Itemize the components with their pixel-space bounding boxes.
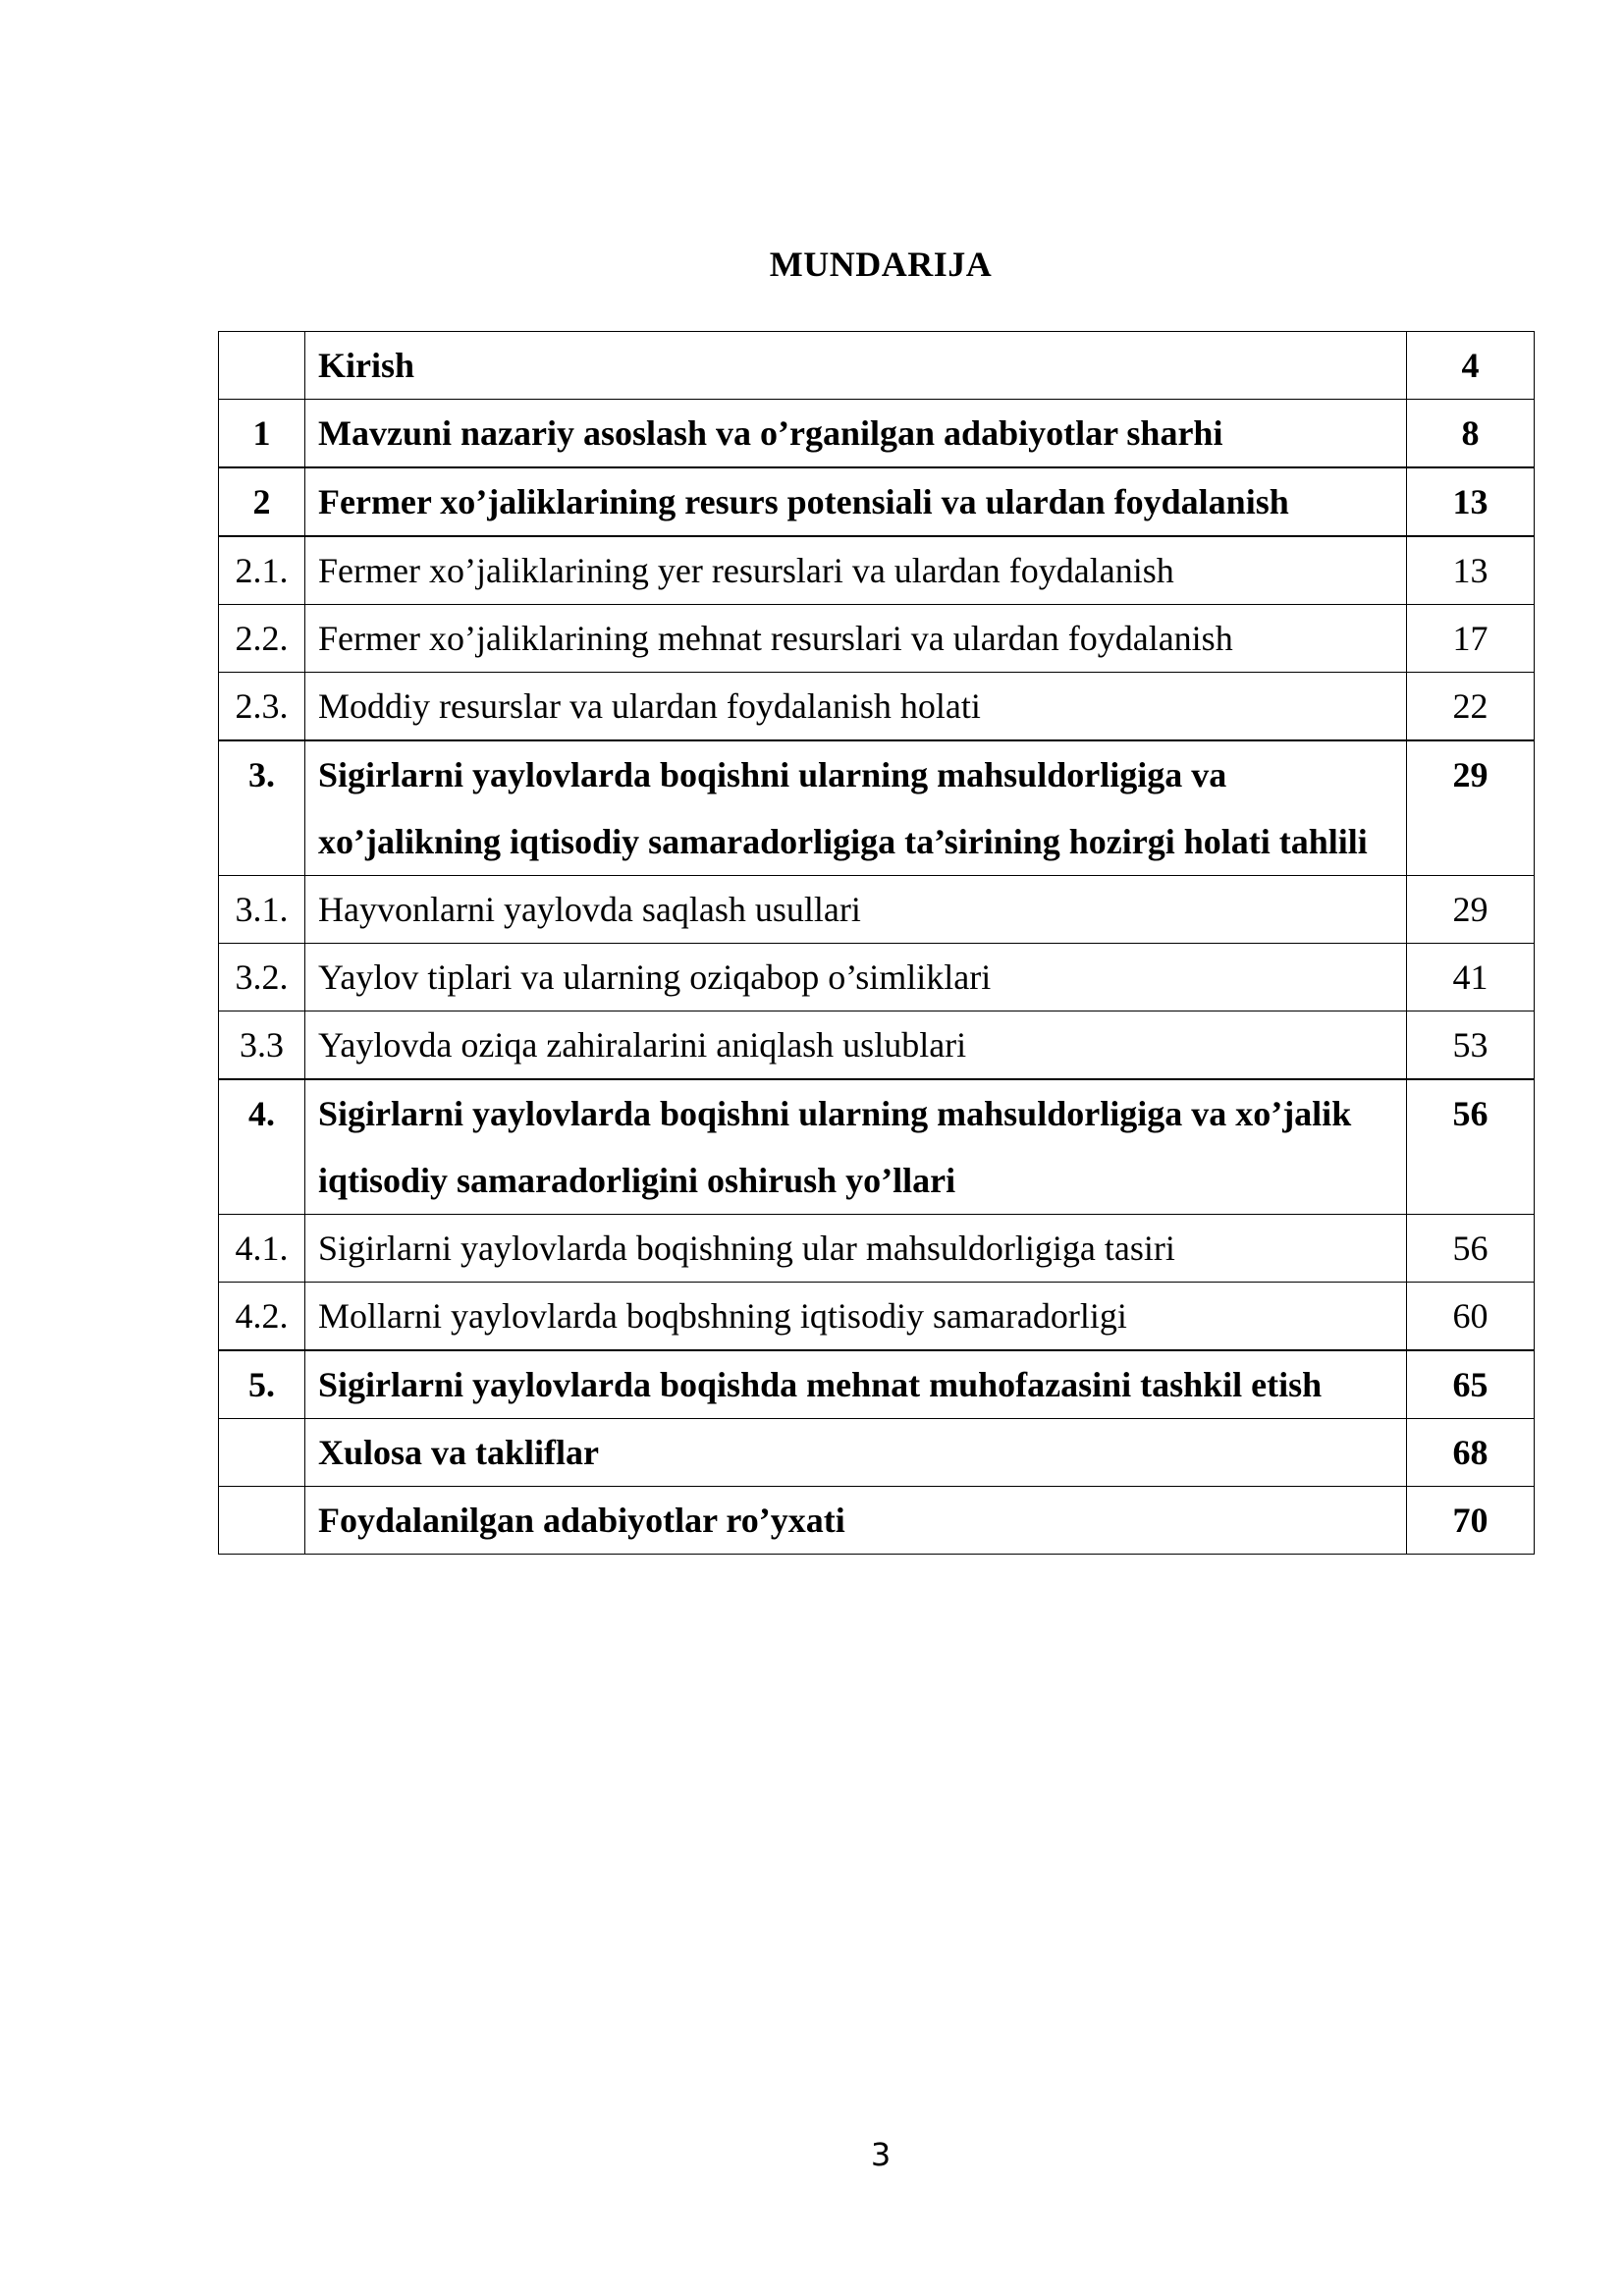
toc-page-number: 8 <box>1407 400 1535 468</box>
toc-page-number: 70 <box>1407 1487 1535 1555</box>
toc-page-number: 68 <box>1407 1419 1535 1487</box>
toc-section-number: 3. <box>219 740 305 876</box>
toc-row <box>219 536 1535 605</box>
toc-page-number: 56 <box>1407 1079 1535 1215</box>
toc-section-title: Fermer xo’jaliklarining resurs potensiali va ulardan foydalanish <box>305 467 1407 536</box>
toc-section-title: Yaylovda oziqa zahiralarini aniqlash uslublari <box>305 1011 1407 1080</box>
toc-page-number: 22 <box>1407 673 1535 741</box>
toc-section-number: 4. <box>219 1079 305 1215</box>
toc-section-title: Sigirlarni yaylovlarda boqishda mehnat muhofazasini tashkil etish <box>305 1350 1407 1419</box>
toc-section-number: 2.1. <box>219 536 305 605</box>
toc-section-number: 4.1. <box>219 1215 305 1283</box>
toc-section-title: Xulosa va takliflar <box>305 1419 1407 1487</box>
toc-section-number: 2 <box>219 467 305 536</box>
toc-page-number: 29 <box>1407 740 1535 876</box>
toc-section-title: Mollarni yaylovlarda boqbshning iqtisodiy samaradorligi <box>305 1283 1407 1351</box>
toc-section-title: Sigirlarni yaylovlarda boqishni ularning mahsuldorligiga va xo’jalik iqtisodiy samaradorligini oshirush yo’llari <box>305 1079 1407 1215</box>
page-title: MUNDARIJA <box>769 245 993 284</box>
toc-section-number: 3.3 <box>219 1011 305 1080</box>
toc-section-title: Fermer xo’jaliklarining yer resurslari va ulardan foydalanish <box>305 536 1407 605</box>
page-number: 3 <box>870 2136 892 2173</box>
toc-row <box>219 1350 1535 1419</box>
toc-section-title: Sigirlarni yaylovlarda boqishni ularning mahsuldorligiga va xo’jalikning iqtisodiy samaradorligiga ta’sirining hozirgi holati tahlili <box>305 740 1407 876</box>
toc-page-number: 4 <box>1407 332 1535 400</box>
toc-row <box>219 1487 1535 1555</box>
toc-section-title: Kirish <box>305 332 1407 400</box>
toc-page-number: 13 <box>1407 536 1535 605</box>
toc-section-title: Yaylov tiplari va ularning oziqabop o’simliklari <box>305 944 1407 1011</box>
toc-section-number: 2.2. <box>219 605 305 673</box>
toc-page-number: 60 <box>1407 1283 1535 1351</box>
toc-section-number <box>219 1419 305 1487</box>
toc-section-number: 3.1. <box>219 876 305 944</box>
toc-page-number: 13 <box>1407 467 1535 536</box>
toc-page-number: 65 <box>1407 1350 1535 1419</box>
toc-section-number: 5. <box>219 1350 305 1419</box>
toc-section-title: Hayvonlarni yaylovda saqlash usullari <box>305 876 1407 944</box>
toc-page-number: 17 <box>1407 605 1535 673</box>
toc-section-number: 1 <box>219 400 305 468</box>
toc-section-number: 3.2. <box>219 944 305 1011</box>
toc-row <box>219 673 1535 741</box>
toc-row <box>219 1079 1535 1215</box>
toc-row <box>219 1419 1535 1487</box>
toc-page-number: 53 <box>1407 1011 1535 1080</box>
toc-row <box>219 467 1535 536</box>
toc-section-title: Moddiy resurslar va ulardan foydalanish holati <box>305 673 1407 741</box>
toc-page-number: 29 <box>1407 876 1535 944</box>
toc-row <box>219 400 1535 468</box>
toc-page-number: 41 <box>1407 944 1535 1011</box>
toc-section-number: 2.3. <box>219 673 305 741</box>
toc-section-title: Mavzuni nazariy asoslash va o’rganilgan adabiyotlar sharhi <box>305 400 1407 468</box>
toc-section-title: Sigirlarni yaylovlarda boqishning ular mahsuldorligiga tasiri <box>305 1215 1407 1283</box>
toc-row <box>219 332 1535 400</box>
table-of-contents <box>218 331 1535 1555</box>
toc-row <box>219 944 1535 1011</box>
toc-row <box>219 876 1535 944</box>
toc-row <box>219 740 1535 876</box>
toc-row <box>219 1011 1535 1080</box>
toc-section-title: Foydalanilgan adabiyotlar ro’yxati <box>305 1487 1407 1555</box>
toc-row <box>219 605 1535 673</box>
toc-section-number: 4.2. <box>219 1283 305 1351</box>
toc-section-number <box>219 332 305 400</box>
toc-page-number: 56 <box>1407 1215 1535 1283</box>
toc-row <box>219 1283 1535 1351</box>
toc-section-title: Fermer xo’jaliklarining mehnat resurslari va ulardan foydalanish <box>305 605 1407 673</box>
toc-section-number <box>219 1487 305 1555</box>
toc-row <box>219 1215 1535 1283</box>
